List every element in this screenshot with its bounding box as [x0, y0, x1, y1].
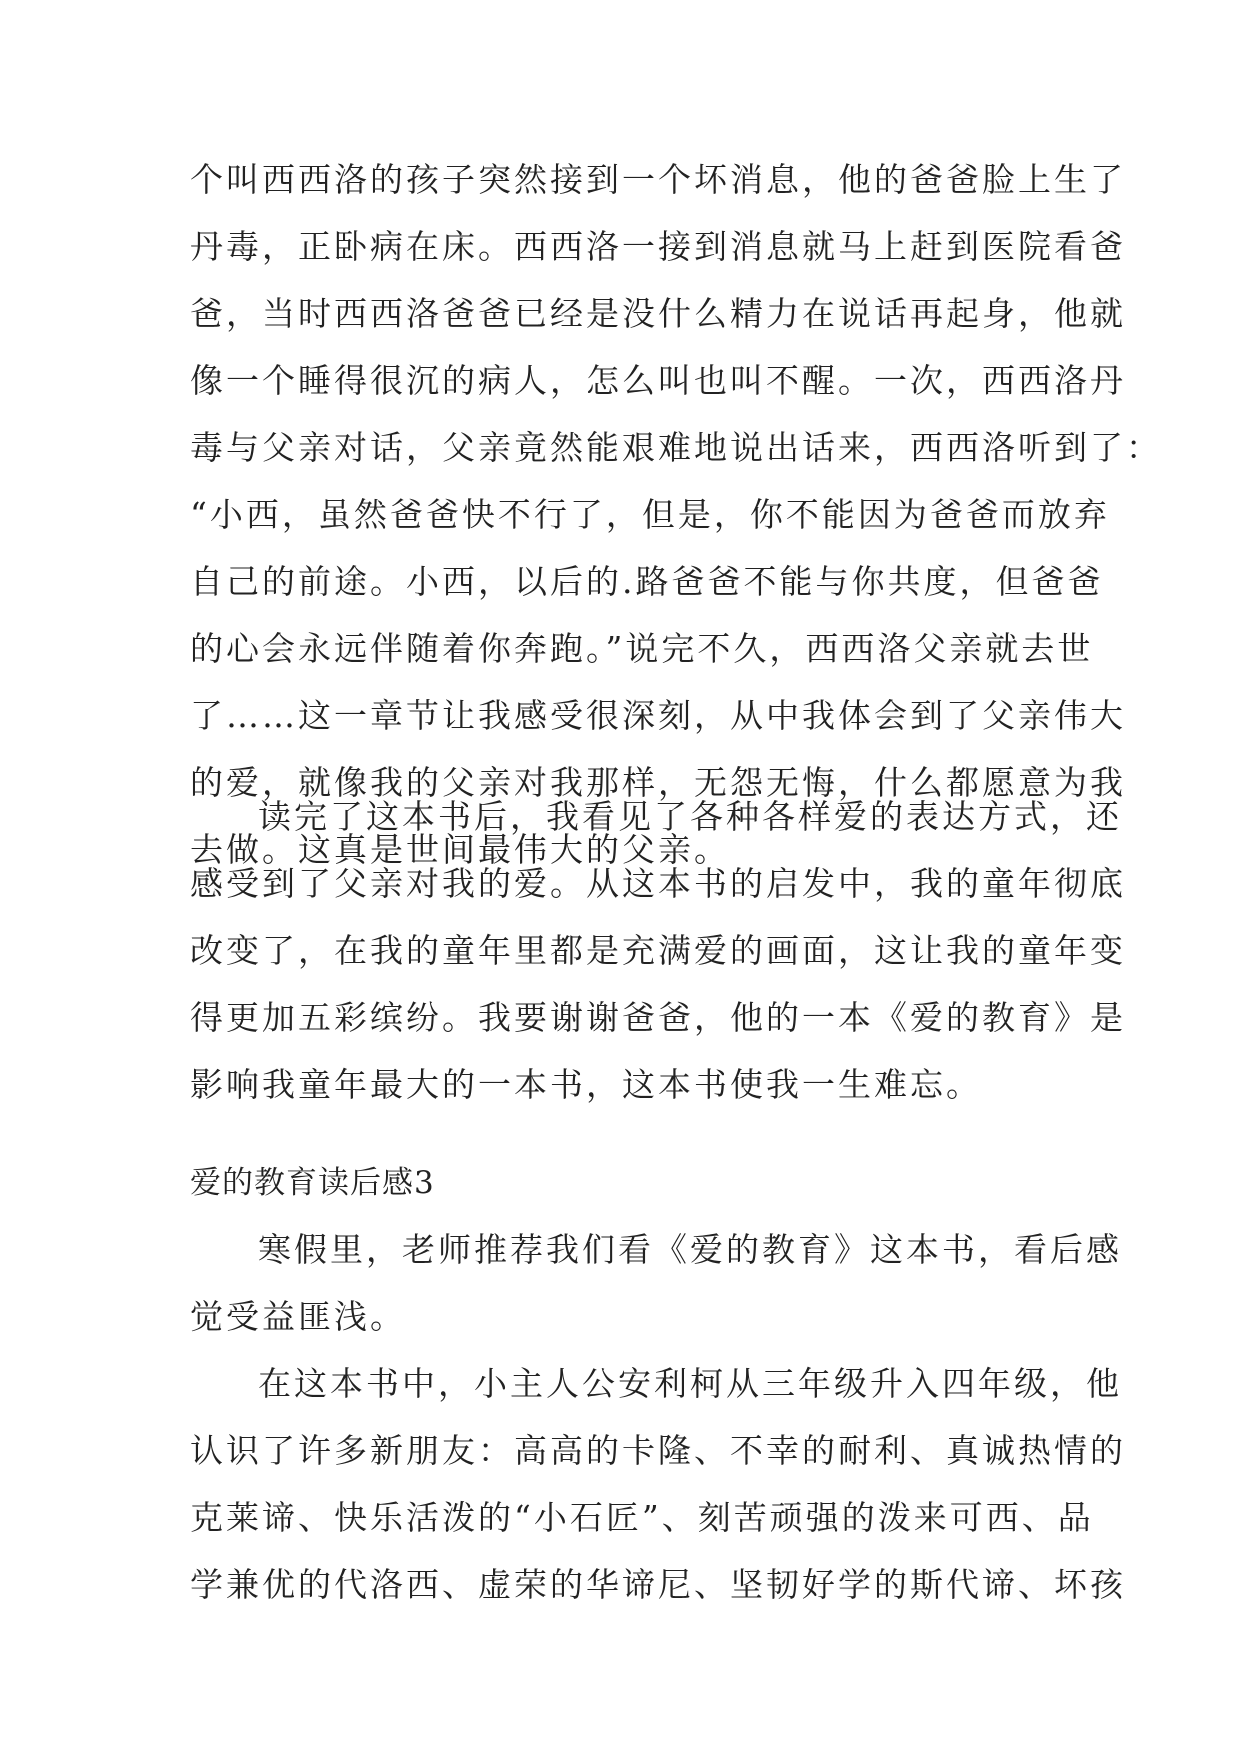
- text-line: “小西，虽然爸爸快不行了，但是，你不能因为爸爸而放弃: [190, 495, 1110, 534]
- text-line: 了……这一章节让我感受很深刻，从中我体会到了父亲伟大: [190, 696, 1126, 735]
- paragraph-4: [190, 1350, 1126, 1618]
- text-line: 的爱，就像我的父亲对我那样，无怨无悔，什么都愿意为我: [190, 763, 1126, 802]
- text-line: 在这本书中，小主人公安利柯从三年级升入四年级，他: [258, 1364, 1122, 1403]
- text-line: 自己的前途。小西，以后的.路爸爸不能与你共度，但爸爸: [190, 562, 1104, 601]
- text-line: 个叫西西洛的孩子突然接到一个坏消息，他的爸爸脸上生了: [190, 160, 1126, 199]
- text-line: 得更加五彩缤纷。我要谢谢爸爸，他的一本《爱的教育》是: [190, 998, 1126, 1037]
- text-line: 的心会永远伴随着你奔跑。”说完不久，西西洛父亲就去世: [190, 629, 1094, 668]
- section-heading: 爱的教育读后感3: [190, 1165, 435, 1201]
- text-line: 去做。这真是世间最伟大的父亲。: [190, 830, 730, 869]
- text-line: 学兼优的代洛西、虚荣的华谛尼、坚韧好学的斯代谛、坏孩: [190, 1565, 1126, 1604]
- text-line: 丹毒，正卧病在床。西西洛一接到消息就马上赶到医院看爸: [190, 227, 1126, 266]
- text-line: 克莱谛、快乐活泼的“小石匠”、刻苦顽强的泼来可西、品: [190, 1498, 1094, 1537]
- text-line: 寒假里，老师推荐我们看《爱的教育》这本书，看后感: [258, 1230, 1122, 1269]
- text-line: 影响我童年最大的一本书，这本书使我一生难忘。: [190, 1065, 982, 1104]
- text-line: 认识了许多新朋友：高高的卡隆、不幸的耐利、真诚热情的: [190, 1431, 1126, 1470]
- text-line: 爸，当时西西洛爸爸已经是没什么精力在说话再起身，他就: [190, 294, 1126, 333]
- paragraph-2: [190, 783, 1126, 1118]
- text-line: 感受到了父亲对我的爱。从这本书的启发中，我的童年彻底: [190, 864, 1126, 903]
- text-line: 读完了这本书后，我看见了各种各样爱的表达方式，还: [258, 797, 1122, 836]
- paragraph-3: [190, 1216, 1122, 1350]
- text-line: 毒与父亲对话，父亲竟然能艰难地说出话来，西西洛听到了：: [190, 428, 1162, 467]
- paragraph-1: [190, 146, 1162, 883]
- text-line: 觉受益匪浅。: [190, 1297, 406, 1336]
- text-line: 像一个睡得很沉的病人，怎么叫也叫不醒。一次，西西洛丹: [190, 361, 1126, 400]
- text-line: 改变了，在我的童年里都是充满爱的画面，这让我的童年变: [190, 931, 1126, 970]
